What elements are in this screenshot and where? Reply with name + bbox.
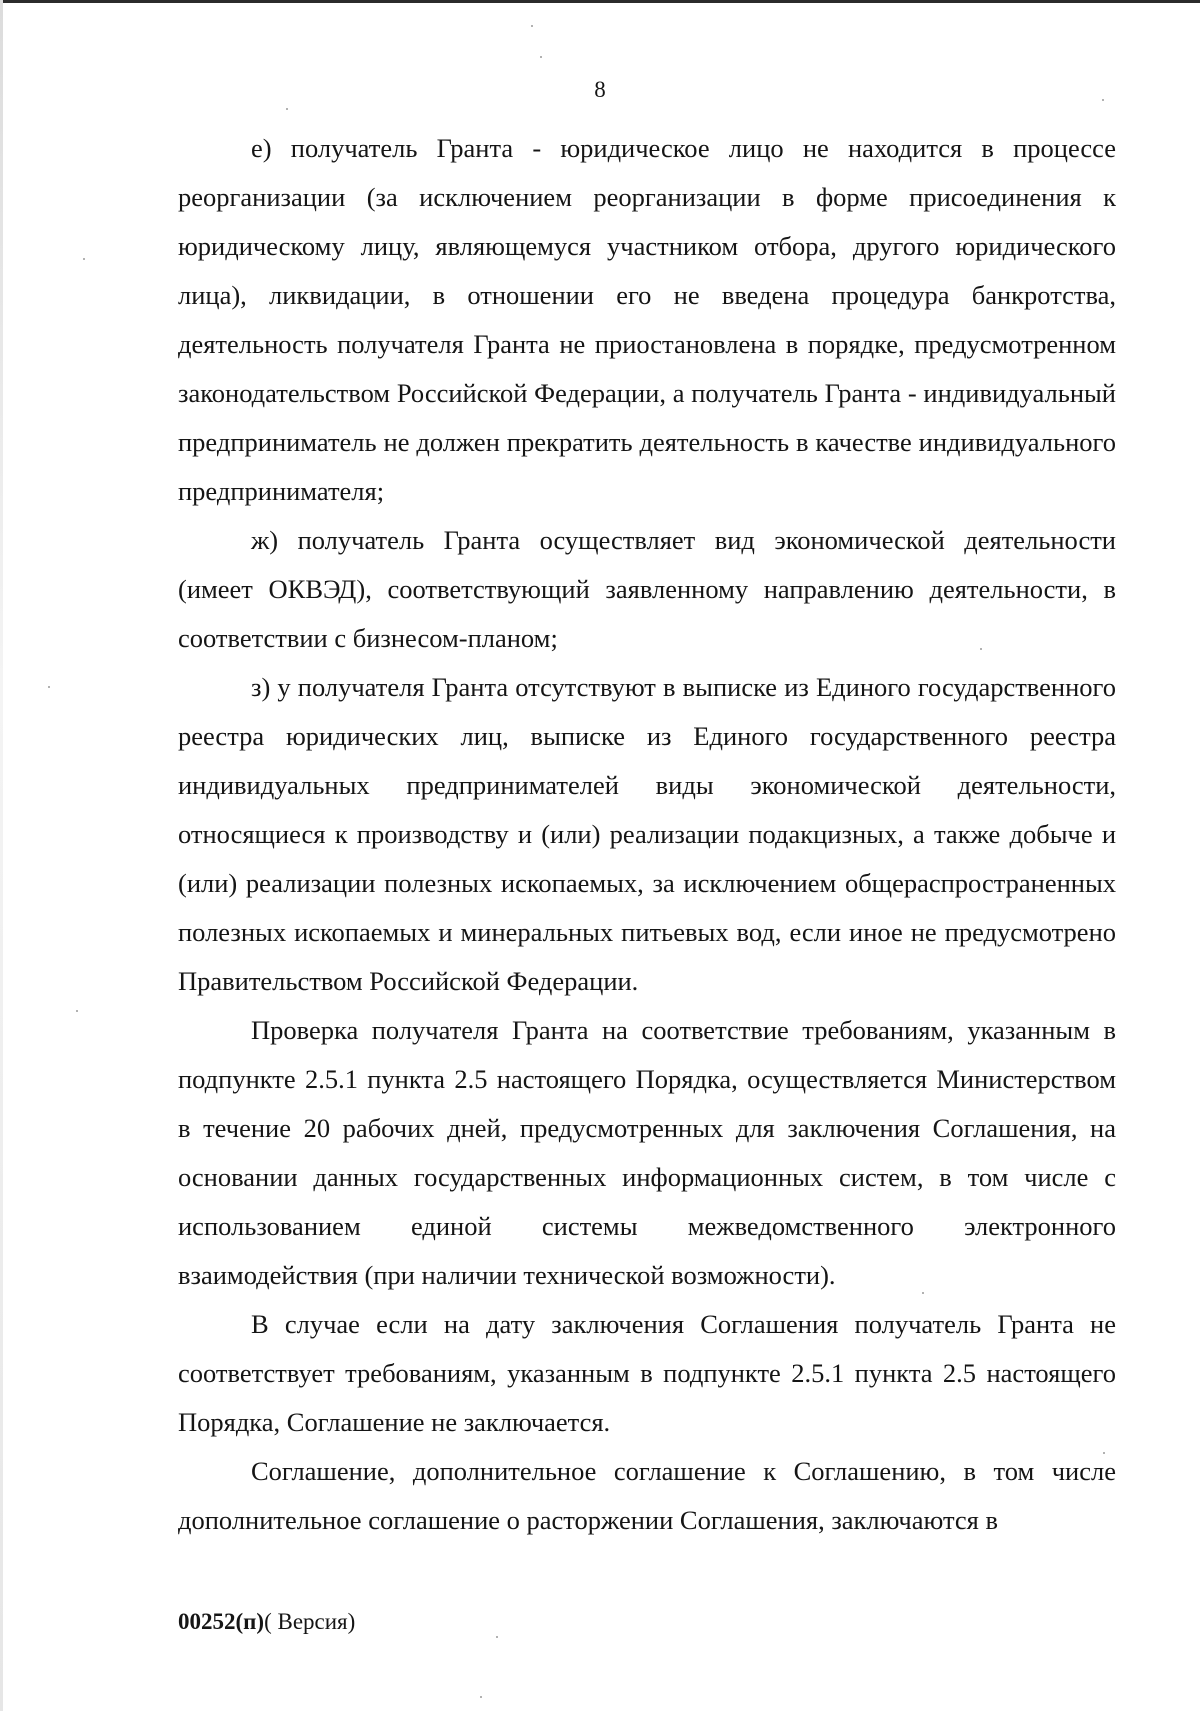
document-code: 00252(п) <box>178 1609 265 1634</box>
paragraph-noncompliance: В случае если на дату заключения Соглашения получатель Гранта не соответствует требованиям, указанным в подпункте 2.5.1 пункта 2.5 настоящего Порядка, Соглашение не заключается. <box>178 1309 1116 1437</box>
paragraph-z: з) у получателя Гранта отсутствуют в выписке из Единого государственного реестра юридических лиц, выписке из Единого государственного реестра индивидуальных предпринимателей виды экономической деятельности, относящиеся к производству и (или) реализации подакцизных, а также добыче и (или) реализации полезных ископаемых, за исключением общераспространенных полезных ископаемых и минеральных питьевых вод, если иное не предусмотрено Правительством Российской Федерации. <box>178 672 1116 996</box>
scan-speck <box>1102 99 1104 101</box>
paragraph-zh: ж) получатель Гранта осуществляет вид экономической деятельности (имеет ОКВЭД), соответствующий заявленному направлению деятельности, в соответствии с бизнесом-планом; <box>178 525 1116 653</box>
scan-speck <box>922 1292 924 1294</box>
scan-speck <box>496 1636 498 1638</box>
top-border-line <box>0 0 1200 3</box>
scan-speck <box>480 1696 482 1698</box>
scan-speck <box>540 56 542 58</box>
paragraph-agreement: Соглашение, дополнительное соглашение к Соглашению, в том числе дополнительное соглашение о расторжении Соглашения, заключаются в <box>178 1456 1116 1535</box>
scan-speck <box>980 648 982 650</box>
scan-speck <box>76 1010 78 1012</box>
document-body <box>178 124 1116 1545</box>
scan-speck <box>48 686 50 688</box>
paragraph-verification: Проверка получателя Гранта на соответствие требованиям, указанным в подпункте 2.5.1 пункта 2.5 настоящего Порядка, осуществляется Министерством в течение 20 рабочих дней, предусмотренных для заключения Соглашения, на основании данных государственных информационных систем, в том числе с использованием единой системы межведомственного электронного взаимодействия (при наличии технической возможности). <box>178 1015 1116 1290</box>
scan-speck <box>1103 1452 1105 1454</box>
document-version: ( Версия) <box>264 1609 356 1634</box>
paragraph-e: е) получатель Гранта - юридическое лицо не находится в процессе реорганизации (за исключением реорганизации в форме присоединения к юридическому лицу, являющемуся участником отбора, другого юридического лица), ликвидации, в отношении его не введена процедура банкротства, деятельность получателя Гранта не приостановлена в порядке, предусмотренном законодательством Российской Федерации, а получатель Гранта - индивидуальный предприниматель не должен прекратить деятельность в качестве индивидуального предпринимателя; <box>178 133 1116 506</box>
page-number: 8 <box>594 77 606 102</box>
left-scan-edge <box>0 0 3 1711</box>
scan-speck <box>286 108 288 110</box>
scan-speck <box>531 25 533 27</box>
document-footer <box>178 1608 355 1636</box>
scan-speck <box>83 258 85 260</box>
